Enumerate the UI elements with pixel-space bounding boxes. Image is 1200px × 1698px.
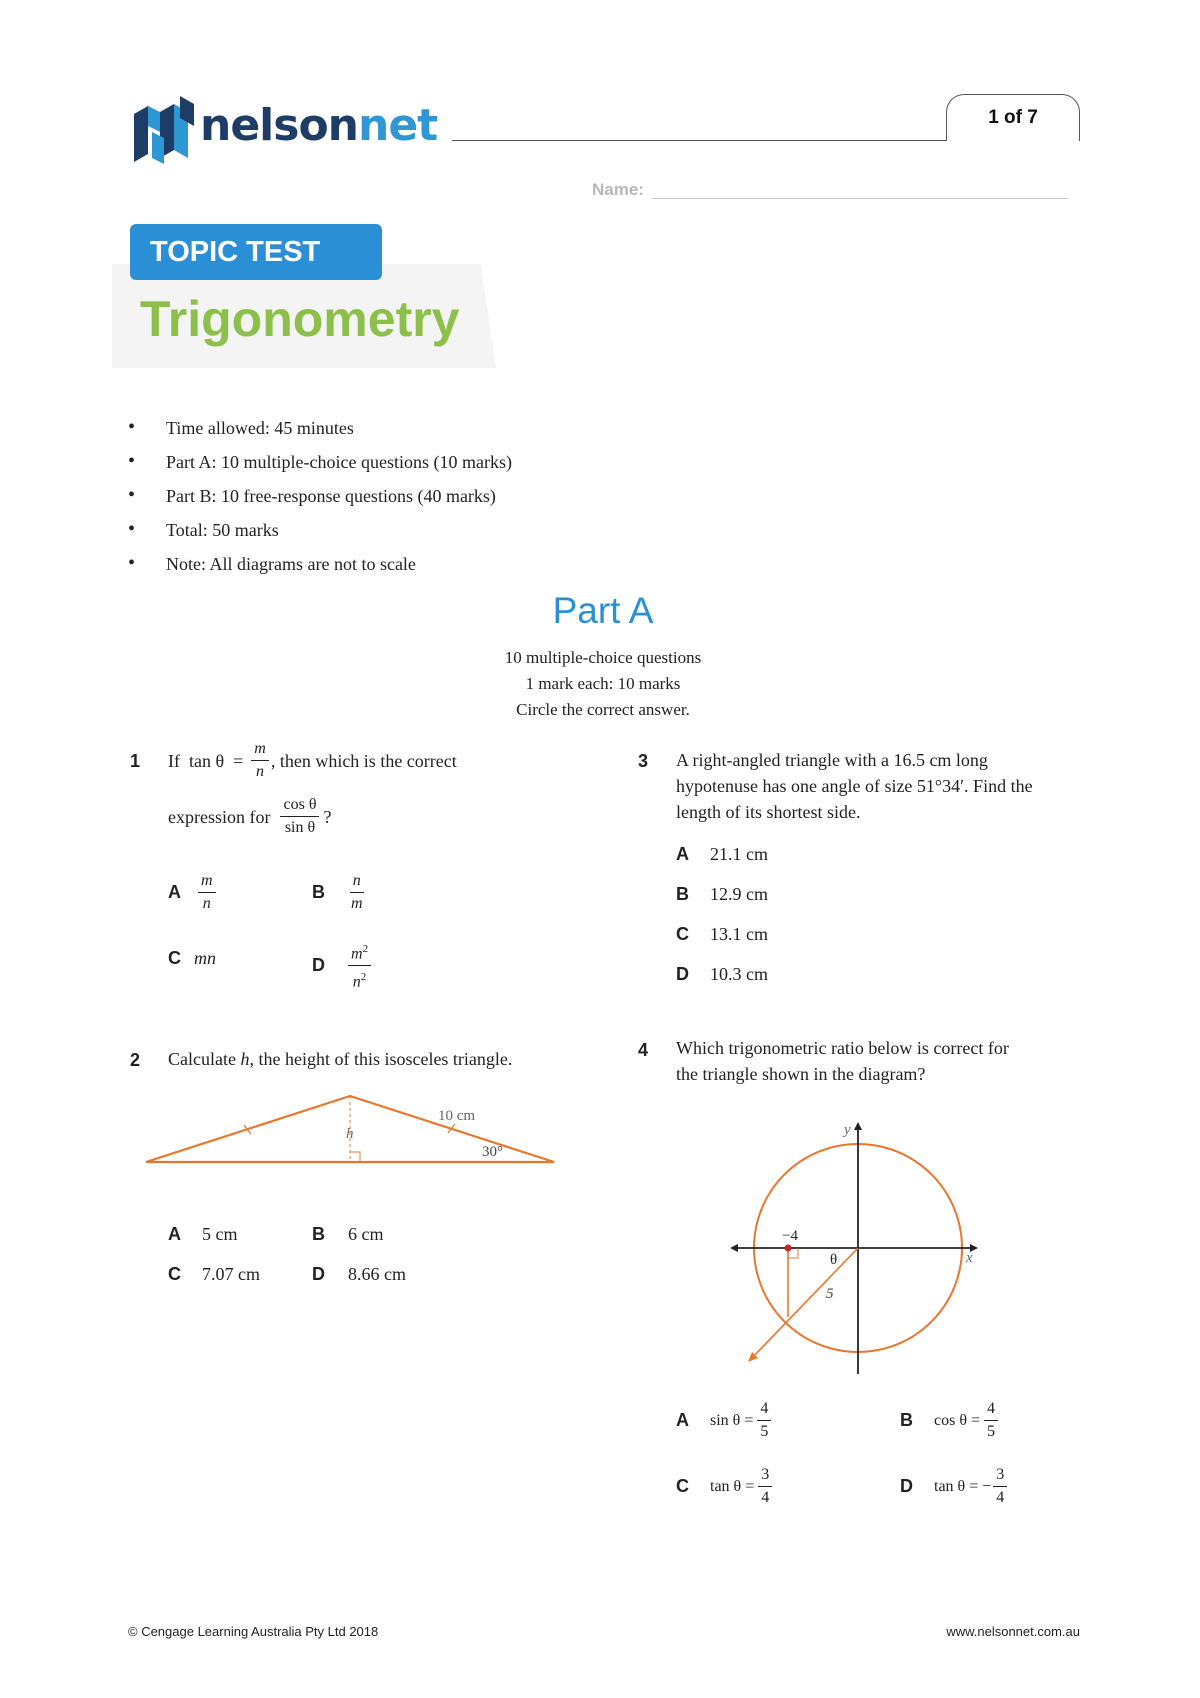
option-letter: A bbox=[168, 882, 181, 902]
info-part-b: • Part B: 10 free-response questions (40 marks) bbox=[128, 486, 728, 520]
option-a[interactable] bbox=[676, 1400, 771, 1441]
option-fraction bbox=[758, 1466, 772, 1507]
q2-text-post: , the height of this isosceles triangle. bbox=[249, 1049, 513, 1069]
q1-text-expr: expression for bbox=[168, 806, 271, 827]
numerator-exponent: 2 bbox=[362, 943, 369, 955]
option-letter: C bbox=[168, 948, 181, 968]
question-number: 2 bbox=[130, 1050, 141, 1070]
page-indicator: 1 of 7 bbox=[946, 94, 1080, 141]
option-letter: B bbox=[312, 1224, 325, 1244]
fraction-numerator: 3 bbox=[993, 1466, 1007, 1487]
name-label: Name: bbox=[592, 180, 644, 199]
name-field-line[interactable] bbox=[652, 180, 1068, 199]
fraction-denominator: 4 bbox=[996, 1489, 1005, 1506]
question-1-line-2 bbox=[168, 796, 331, 837]
height-label: h bbox=[346, 1126, 354, 1142]
option-text: 8.66 cm bbox=[348, 1264, 406, 1284]
x-axis-arrow-left bbox=[730, 1244, 738, 1252]
fraction-denominator: m bbox=[351, 895, 363, 912]
option-letter: B bbox=[900, 1410, 913, 1430]
option-letter: D bbox=[312, 955, 325, 976]
option-letter: D bbox=[900, 1476, 913, 1496]
question-4-text bbox=[676, 1035, 1009, 1087]
test-title: Trigonometry bbox=[140, 291, 460, 347]
option-function: tan θ = bbox=[710, 1477, 755, 1495]
y-axis-arrow-up bbox=[854, 1122, 862, 1130]
question-number: 1 bbox=[130, 751, 141, 771]
q1-text-after: , then which is the correct bbox=[270, 750, 457, 771]
option-function: sin θ = bbox=[710, 1411, 754, 1429]
fraction-numerator bbox=[348, 940, 371, 966]
question-number: 3 bbox=[638, 751, 649, 771]
option-a[interactable] bbox=[168, 1224, 238, 1245]
option-text: 10.3 cm bbox=[710, 964, 768, 984]
fraction-numerator: 4 bbox=[984, 1400, 998, 1421]
question-3 bbox=[636, 740, 1086, 990]
option-c[interactable] bbox=[168, 948, 216, 969]
question-line: Which trigonometric ratio below is correct for bbox=[676, 1038, 1009, 1058]
option-text: 7.07 cm bbox=[202, 1264, 260, 1284]
option-letter: D bbox=[312, 1264, 325, 1284]
option-fraction bbox=[198, 872, 216, 913]
logo-nelson-text: nelson bbox=[200, 100, 358, 151]
info-note: • Note: All diagrams are not to scale bbox=[128, 554, 728, 588]
q1-text-if: If tan θ = bbox=[168, 750, 244, 771]
fraction-denominator: 4 bbox=[761, 1489, 770, 1506]
option-letter: C bbox=[676, 924, 689, 944]
option-d[interactable] bbox=[312, 1264, 406, 1285]
fraction-numerator: cos θ bbox=[280, 796, 319, 817]
option-text: 21.1 cm bbox=[710, 844, 768, 864]
fraction-numerator: m bbox=[251, 740, 269, 761]
footer-copyright: © Cengage Learning Australia Pty Ltd 2018 bbox=[128, 1624, 379, 1639]
option-a[interactable] bbox=[676, 844, 768, 865]
radius-label: 5 bbox=[826, 1286, 834, 1302]
question-1 bbox=[128, 740, 598, 990]
part-a-line-3: Circle the correct answer. bbox=[516, 700, 690, 719]
option-function: cos θ = bbox=[934, 1411, 981, 1429]
radius-ray bbox=[750, 1248, 858, 1360]
part-a-line-1: 10 multiple-choice questions bbox=[504, 648, 702, 667]
option-letter: C bbox=[168, 1264, 181, 1284]
option-letter: A bbox=[676, 844, 689, 864]
fraction-denominator bbox=[350, 966, 370, 991]
info-part-a: • Part A: 10 multiple-choice questions (10 marks) bbox=[128, 452, 728, 486]
part-a-title: Part A bbox=[552, 590, 654, 631]
option-fraction bbox=[993, 1466, 1007, 1507]
fraction-denominator: 5 bbox=[760, 1423, 769, 1440]
fraction-denominator: sin θ bbox=[284, 819, 316, 836]
point-marker bbox=[785, 1245, 792, 1252]
test-info-list bbox=[128, 418, 728, 588]
nelsonnet-logo-icon bbox=[130, 92, 198, 168]
fraction-numerator: n bbox=[350, 872, 364, 893]
q1-question-mark: ? bbox=[323, 806, 332, 827]
question-number: 4 bbox=[638, 1040, 649, 1060]
unit-circle-diagram bbox=[726, 1120, 986, 1380]
logo-net-text: net bbox=[358, 100, 438, 151]
fraction-denominator: n bbox=[256, 763, 265, 780]
isosceles-triangle-diagram bbox=[128, 1090, 568, 1170]
fraction-numerator: 3 bbox=[758, 1466, 772, 1487]
point-label: −4 bbox=[782, 1228, 798, 1244]
option-letter: A bbox=[676, 1410, 689, 1430]
info-time: • Time allowed: 45 minutes bbox=[128, 418, 728, 452]
header bbox=[0, 0, 1200, 200]
fraction-numerator: m bbox=[198, 872, 216, 893]
info-total: • Total: 50 marks bbox=[128, 520, 728, 554]
option-text: 12.9 cm bbox=[710, 884, 768, 904]
option-c[interactable] bbox=[168, 1264, 260, 1285]
option-c[interactable] bbox=[676, 1466, 772, 1507]
logo-wordmark bbox=[200, 100, 437, 151]
option-c[interactable] bbox=[676, 924, 768, 945]
question-2 bbox=[128, 1050, 598, 1300]
option-b[interactable] bbox=[676, 884, 768, 905]
option-d[interactable] bbox=[676, 964, 768, 985]
question-3-text bbox=[676, 747, 1033, 825]
question-4 bbox=[636, 1040, 1086, 1520]
option-text: 5 cm bbox=[202, 1224, 238, 1244]
side-length-label: 10 cm bbox=[438, 1108, 476, 1124]
option-letter: A bbox=[168, 1224, 181, 1244]
fraction-denominator: n bbox=[202, 895, 211, 912]
numerator-base: m bbox=[351, 945, 363, 963]
fraction-numerator: 4 bbox=[757, 1400, 771, 1421]
option-letter: C bbox=[676, 1476, 689, 1496]
question-line: length of its shortest side. bbox=[676, 802, 861, 822]
q1-expression-fraction bbox=[280, 796, 319, 837]
question-line: A right-angled triangle with a 16.5 cm long bbox=[676, 750, 988, 770]
angle-label: 30° bbox=[482, 1144, 503, 1160]
fraction-denominator: 5 bbox=[987, 1423, 996, 1440]
part-a-line-2: 1 mark each: 10 marks bbox=[525, 674, 681, 693]
option-fraction bbox=[757, 1400, 771, 1441]
option-b[interactable] bbox=[312, 872, 366, 913]
y-axis-label: y bbox=[844, 1122, 851, 1138]
name-field-label bbox=[592, 180, 644, 200]
option-function: tan θ = bbox=[934, 1477, 979, 1495]
q2-text-pre: Calculate bbox=[168, 1049, 236, 1069]
footer-website[interactable]: www.nelsonnet.com.au bbox=[946, 1624, 1080, 1639]
question-1-line-1 bbox=[168, 740, 457, 781]
option-letter: B bbox=[312, 882, 325, 902]
question-line: the triangle shown in the diagram? bbox=[676, 1064, 926, 1084]
theta-label: θ bbox=[830, 1252, 838, 1268]
option-letter: B bbox=[676, 884, 689, 904]
option-letter: D bbox=[676, 964, 689, 984]
option-text: 6 cm bbox=[348, 1224, 384, 1244]
option-a[interactable] bbox=[168, 872, 216, 913]
option-text: mn bbox=[194, 948, 216, 968]
q1-fraction bbox=[251, 740, 269, 781]
option-fraction bbox=[984, 1400, 998, 1441]
option-sign: − bbox=[982, 1477, 992, 1495]
option-fraction bbox=[348, 940, 371, 992]
q2-text-var: h bbox=[240, 1049, 250, 1069]
option-b[interactable] bbox=[312, 1224, 384, 1245]
question-2-text bbox=[168, 1046, 512, 1072]
option-b[interactable] bbox=[900, 1400, 998, 1441]
option-text: 13.1 cm bbox=[710, 924, 768, 944]
right-angle-marker bbox=[350, 1152, 360, 1162]
option-fraction bbox=[348, 872, 366, 913]
topic-test-badge: TOPIC TEST bbox=[130, 224, 382, 280]
option-d[interactable] bbox=[312, 940, 371, 992]
x-axis-label: x bbox=[966, 1250, 973, 1266]
denominator-base: n bbox=[352, 973, 361, 991]
question-line: hypotenuse has one angle of size 51°34′. Find the bbox=[676, 776, 1033, 796]
option-d[interactable] bbox=[900, 1466, 1007, 1507]
denominator-exponent: 2 bbox=[360, 971, 367, 984]
